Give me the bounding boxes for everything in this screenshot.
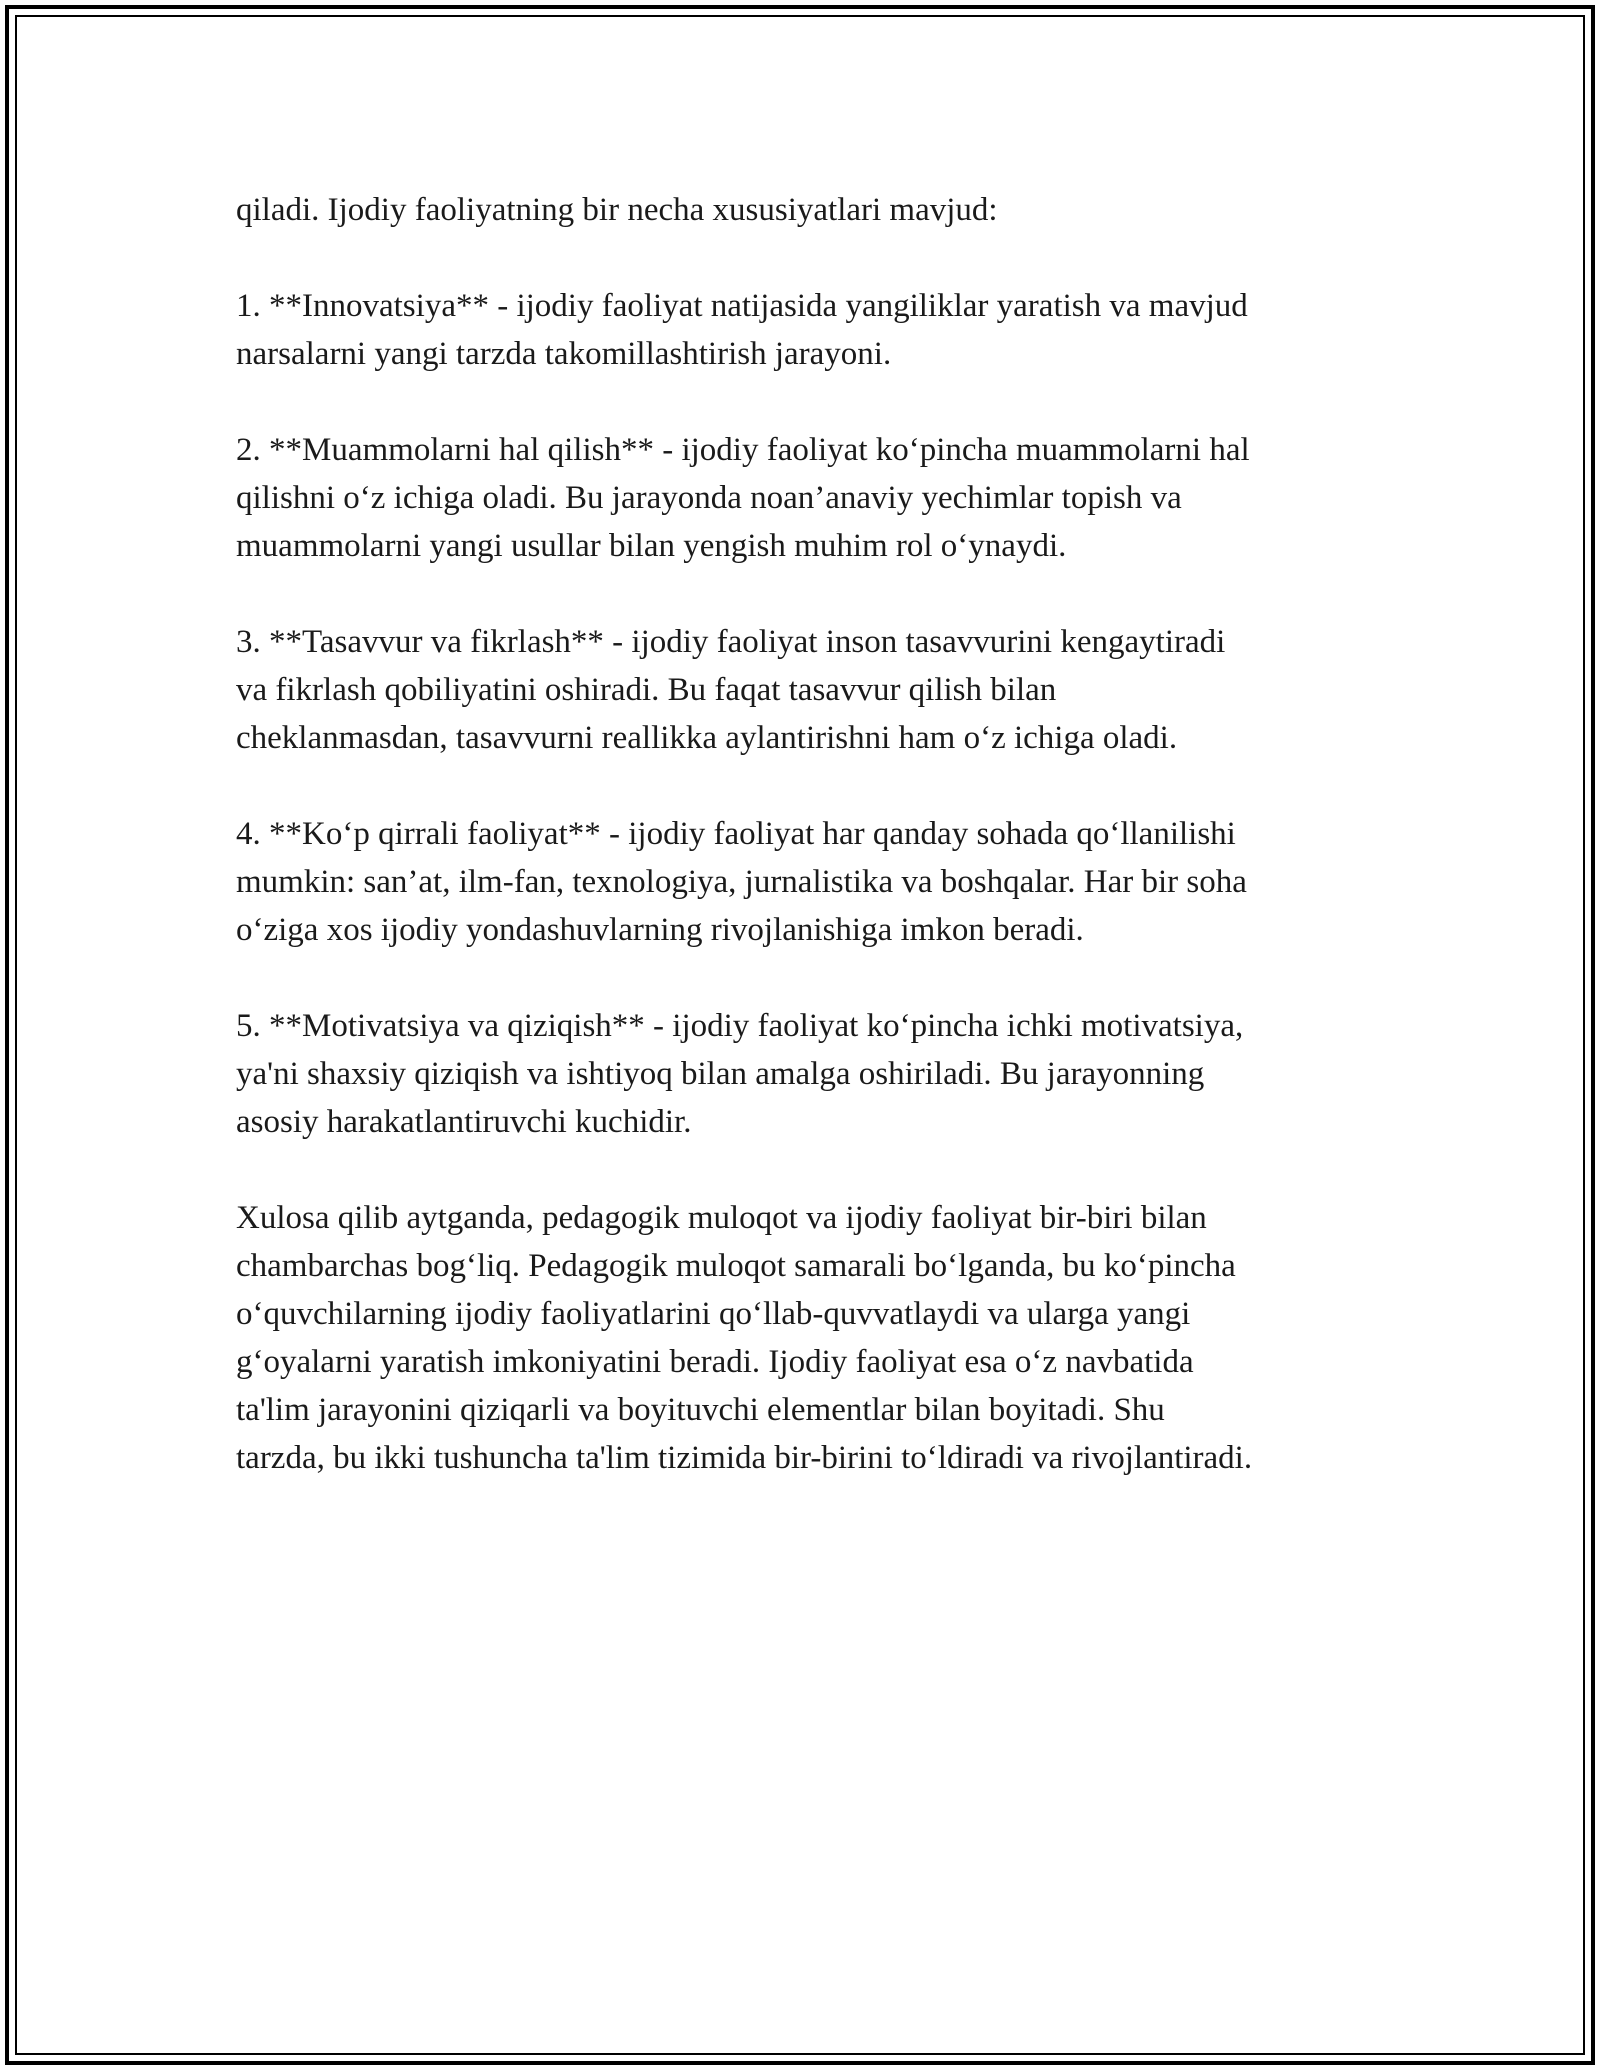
paragraph-intro: qiladi. Ijodiy faoliyatning bir necha xususiyatlari mavjud: [236,192,998,228]
list-item-innovatsiya: 1. **Innovatsiya** - ijodiy faoliyat natijasida yangiliklar yaratish va mavjud narsalarni yangi tarzda takomillashtirish jarayoni. [236,288,1248,372]
list-item-tasavvur-va-fikrlash: 3. **Tasavvur va fikrlash** - ijodiy faoliyat inson tasavvurini kengaytiradi va fikrlash qobiliyatini oshiradi. Bu faqat tasavvur qilish bilan cheklanmasdan, tasavvurni reallikka aylantirishni ham o‘z ichiga oladi. [236,624,1226,756]
document-body [236,186,1376,1482]
list-item-motivatsiya-va-qiziqish: 5. **Motivatsiya va qiziqish** - ijodiy faoliyat ko‘pincha ichki motivatsiya, ya'ni shaxsiy qiziqish va ishtiyoq bilan amalga oshiriladi. Bu jarayonning asosiy harakatlantiruvchi kuchidir. [236,1008,1244,1140]
list-item-kop-qirrali-faoliyat: 4. **Ko‘p qirrali faoliyat** - ijodiy faoliyat har qanday sohada qo‘llanilishi mumkin: san’at, ilm-fan, texnologiya, jurnalistika va boshqalar. Har bir soha o‘ziga xos ijodiy yondashuvlarning rivojlanishiga imkon beradi. [236,816,1247,948]
paragraph-conclusion: Xulosa qilib aytganda, pedagogik muloqot va ijodiy faoliyat bir-biri bilan chambarchas bog‘liq. Pedagogik muloqot samarali bo‘lganda, bu ko‘pincha o‘quvchilarning ijodiy faoliyatlarini qo‘llab-quvvatlaydi va ularga yangi g‘oyalarni yaratish imkoniyatini beradi. Ijodiy faoliyat esa o‘z navbatida ta'lim jarayonini qiziqarli va boyituvchi elementlar bilan boyitadi. Shu tarzda, bu ikki tushuncha ta'lim tizimida bir-birini to‘ldiradi va rivojlantiradi. [236,1200,1253,1476]
list-item-muammolarni-hal-qilish: 2. **Muammolarni hal qilish** - ijodiy faoliyat ko‘pincha muammolarni hal qilishni o‘z ichiga oladi. Bu jarayonda noan’anaviy yechimlar topish va muammolarni yangi usullar bilan yengish muhim rol o‘ynaydi. [236,432,1250,564]
